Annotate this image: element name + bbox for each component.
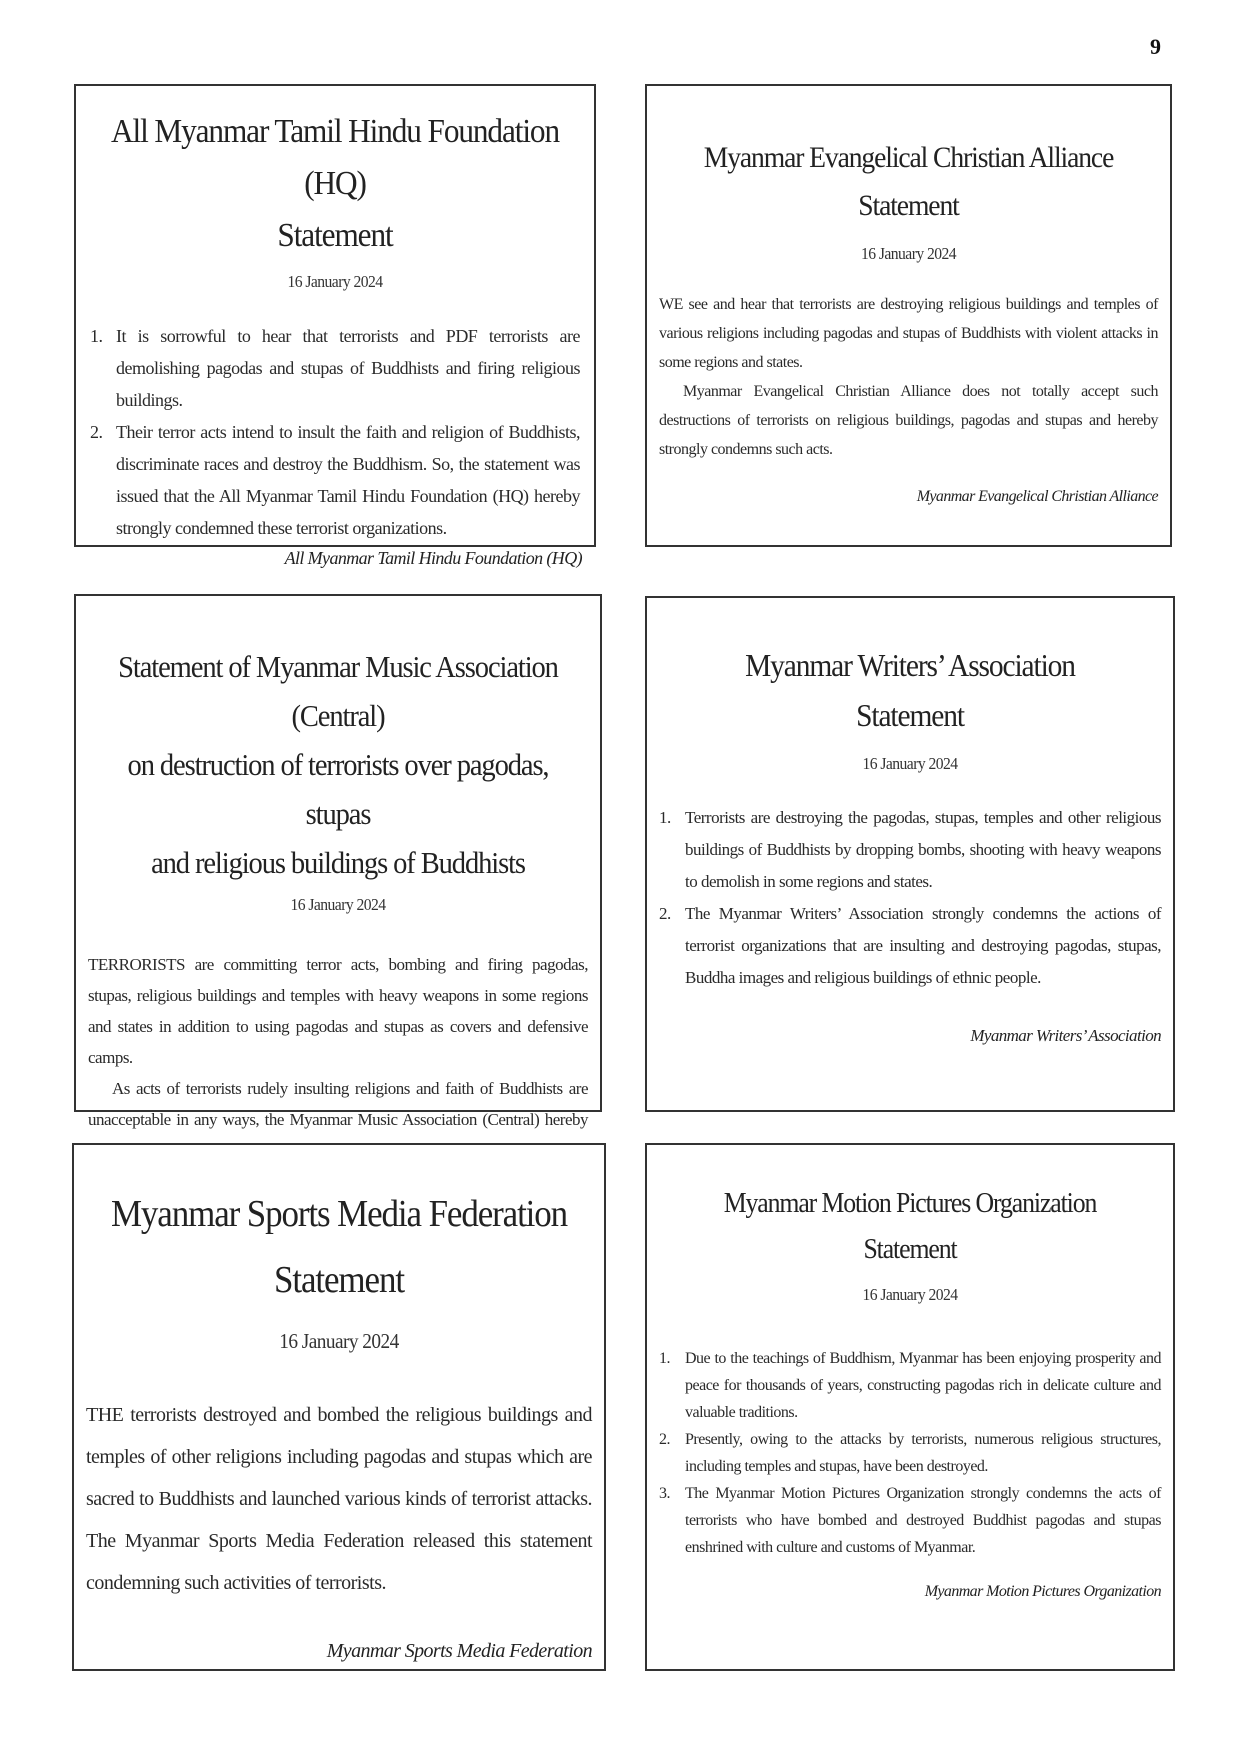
body-paragraph: As acts of terrorists rudely insulting religions and faith of Buddhists are unacceptable in any ways, the Myanmar Music Association (Central) hereby [88,1079,588,1129]
title-line: on destruction of terrorists over pagodas, stupas [127,747,549,831]
list-item: 1. It is sorrowful to hear that terrorists and PDF terrorists are demolishing pagodas and stupas of Buddhists and firing religious buildings. [90,326,580,410]
statement-box-music-association [74,594,602,1129]
statement-box-motion-pictures-organization [645,1143,1175,1671]
list-item: 2. Their terror acts intend to insult the faith and religion of Buddhists, discriminate races and destroy the Buddhism. So, the statement was issued that the All Myanmar Tamil Hindu Foundation (HQ) hereby strongly condemned these terrorist organizations. [90,422,580,538]
statement-title [97,642,579,887]
statement-box-sports-media-federation [72,1143,606,1671]
statement-body [88,949,588,1166]
statement-box-tamil-hindu-foundation [74,84,596,568]
statement-list [659,802,1161,994]
list-item: 1. Terrorists are destroying the pagodas, stupas, temples and other religious buildings of Buddhists by dropping bombs, shooting with heavy weapons to demolish in some regions and states. [659,808,1161,891]
list-item: 2. Presently, owing to the attacks by terrorists, numerous religious structures, including temples and stupas, have been destroyed. [659,1431,1161,1475]
list-item: 1. Due to the teachings of Buddhism, Myanmar has been enjoying prosperity and peace for thousands of years, constructing pagodas rich in delicate culture and valuable traditions. [659,1350,1161,1421]
body-paragraph: THE terrorists destroyed and bombed the religious buildings and temples of other religions including pagodas and stupas which are sacred to Buddhists and launched various kinds of terrorist attacks. The Myanmar Sports Media Federation released this statement condemning such activities of terrorists. [86,1404,592,1594]
statement-signature: Myanmar Motion Pictures Organization [924,1583,1161,1600]
statement-list [90,320,580,544]
body-paragraph: Myanmar Evangelical Christian Alliance does not totally accept such destructions of terrorists on religious buildings, pagodas and stupas and hereby strongly condemns such acts. [659,383,1158,458]
statement-signature: Myanmar Writers’ Association [970,1026,1161,1045]
statement-signature: Myanmar Sports Media Federation [326,1640,592,1662]
statement-date: 16 January 2024 [862,754,958,773]
title-line: Statement of Myanmar Music Association (Central) [118,649,558,733]
statement-list [659,1345,1161,1561]
page-number: 9 [1150,34,1161,59]
statement-body [659,290,1158,464]
statement-signature: All Myanmar Tamil Hindu Foundation (HQ) [284,548,582,568]
statement-title [97,106,574,262]
statement-date: 16 January 2024 [860,244,957,263]
title-line: All Myanmar Tamil Hindu Foundation (HQ) [111,113,559,202]
list-item: 2. The Myanmar Writers’ Association strongly condemns the actions of terrorist organizations that are insulting and destroying pagodas, stupas, Buddha images and religious buildings of ethnic people. [659,904,1161,987]
statement-title [668,640,1152,740]
title-line: Statement [863,1234,957,1265]
title-line: Myanmar Motion Pictures Organization [723,1188,1097,1219]
title-line: Myanmar Evangelical Christian Alliance [703,141,1114,174]
statement-date: 16 January 2024 [862,1285,958,1304]
statement-box-evangelical-christian-alliance [645,84,1172,547]
body-paragraph: WE see and hear that terrorists are destroying religious buildings and temples of various religions including pagodas and stupas of Buddhists with violent attacks in some regions and states. [659,296,1158,371]
statement-body [86,1394,592,1604]
title-line: Statement [858,189,959,222]
title-line: and religious buildings of Buddhists [151,845,525,880]
statement-title [668,1181,1152,1273]
statement-date: 16 January 2024 [287,272,383,291]
title-line: Statement [856,697,964,733]
statement-title [95,1181,583,1313]
list-item: 3. The Myanmar Motion Pictures Organization strongly condemns the acts of terrorists who have bombed and destroyed Buddhist pagodas and stupas enshrined with culture and customs of Myanmar. [659,1485,1161,1556]
title-line: Myanmar Sports Media Federation [110,1193,568,1235]
statement-title [668,134,1149,230]
statement-date: 16 January 2024 [279,1329,399,1353]
title-line: Statement [274,1259,404,1301]
statement-signature: Myanmar Evangelical Christian Alliance [916,488,1158,505]
body-paragraph: TERRORISTS are committing terror acts, bombing and firing pagodas, stupas, religious buildings and temples with heavy weapons in some regions and states in addition to using pagodas and stupas as covers and defensive camps. [88,955,588,1067]
statement-box-writers-association [645,596,1175,1112]
statement-date: 16 January 2024 [290,895,386,914]
title-line: Statement [277,217,393,254]
title-line: Myanmar Writers’ Association [745,647,1075,683]
